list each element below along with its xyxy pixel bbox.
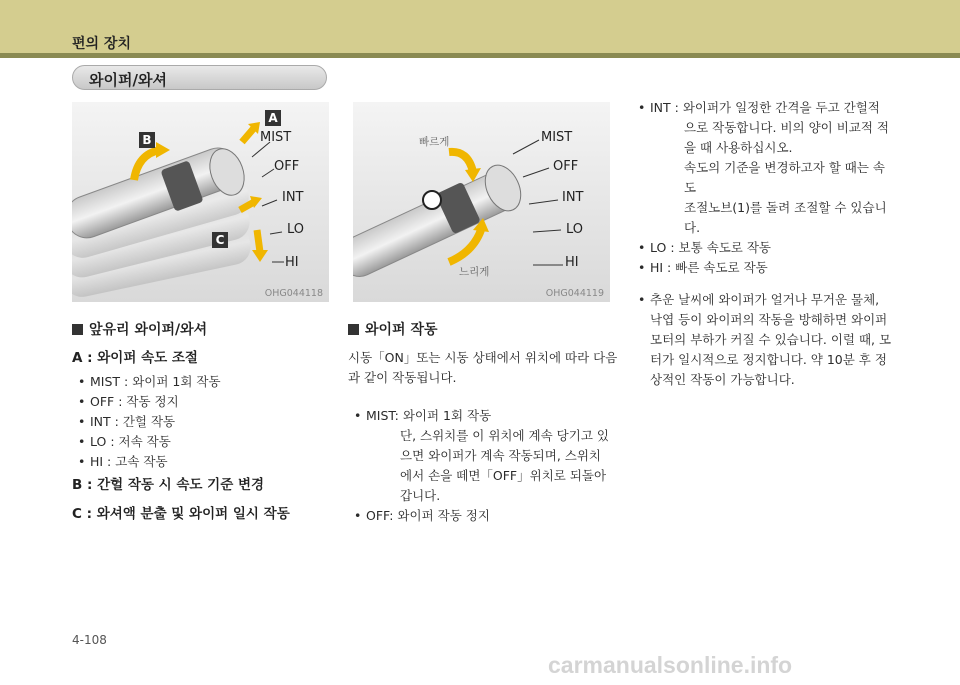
figure-wiper-lever-b (353, 102, 610, 302)
note-line: 터가 일시적으로 정지합니다. 약 10분 후 정 (650, 352, 887, 367)
label-hi: HI (565, 255, 579, 270)
figure-wiper-lever-a (72, 102, 329, 302)
list-item: • INT : 간헐 작동 (72, 412, 337, 432)
header-title: 편의 장치 (72, 36, 131, 52)
label-off: OFF (553, 159, 579, 174)
square-bullet-icon (348, 324, 359, 335)
int-line: 으로 작동합니다. 비의 양이 비교적 적 (684, 120, 889, 135)
mist-line: 갑니다. (400, 488, 441, 503)
mist-line: 으면 와이퍼가 계속 작동되며, 스위치 (400, 448, 601, 463)
label-int: INT (562, 190, 584, 205)
square-bullet-icon (72, 324, 83, 335)
note-line: 모터의 부하가 커질 수 있습니다. 이럴 때, 모 (650, 332, 892, 347)
mist-line: • MIST: 와이퍼 1회 작동 (348, 406, 618, 426)
c-title: C : 와셔액 분출 및 와이퍼 일시 작동 (72, 506, 290, 522)
section-tab (72, 65, 327, 90)
label-lo: LO (566, 222, 584, 237)
label-hi: HI (285, 255, 299, 270)
label-mist: MIST (260, 130, 292, 145)
header-rule (0, 53, 960, 58)
list-item: • OFF : 작동 정지 (72, 392, 337, 412)
label-slow: 느리게 (459, 266, 490, 278)
list-item: • LO : 저속 작동 (72, 432, 337, 452)
mist-line: 단, 스위치를 이 위치에 계속 당기고 있 (400, 428, 609, 443)
int-line: 조절노브(1)를 돌려 조절할 수 있습니다. (684, 200, 887, 235)
label-lo: LO (287, 222, 305, 237)
list-item: • MIST : 와이퍼 1회 작동 (72, 372, 337, 392)
note-line: 낙엽 등이 와이퍼의 작동을 방해하면 와이퍼 (650, 312, 888, 327)
int-line: • INT : 와이퍼가 일정한 간격을 두고 간헐적 (632, 98, 897, 118)
arrow-fast-icon (449, 152, 473, 172)
intro-line: 과 같이 작동됩니다. (348, 370, 457, 385)
intro-line: 시동「ON」또는 시동 상태에서 위치에 따라 다음 (348, 350, 618, 365)
mid-heading: 와이퍼 작동 (365, 322, 438, 338)
a-title: A : 와이퍼 속도 조절 (72, 350, 198, 366)
speed-knob-icon (423, 191, 441, 209)
off-line: • OFF: 와이퍼 작동 정지 (348, 506, 618, 526)
lo-line: • LO : 보통 속도로 작동 (632, 238, 897, 258)
left-heading: 앞유리 와이퍼/와셔 (89, 322, 208, 338)
b-title: B : 간헐 작동 시 속도 기준 변경 (72, 477, 265, 493)
label-mist: MIST (541, 130, 573, 145)
note-line: 상적인 작동이 가능합니다. (650, 372, 795, 387)
badge-c: C (212, 232, 228, 248)
mist-line: 에서 손을 떼면「OFF」위치로 되돌아 (400, 468, 607, 483)
label-fast: 빠르게 (419, 136, 450, 148)
page-number: 4-108 (72, 633, 107, 647)
watermark: carmanualsonline.info (548, 652, 793, 678)
arrow-mist-icon (242, 128, 254, 142)
section-title: 와이퍼/와셔 (89, 71, 167, 89)
figure-code: OHG044119 (545, 288, 604, 299)
middle-column (348, 320, 618, 526)
int-line: 속도의 기준을 변경하고자 할 때는 속도 (684, 160, 885, 195)
right-column (632, 98, 897, 390)
page-header (0, 0, 960, 53)
int-line: 을 때 사용하십시오. (684, 140, 793, 155)
hi-line: • HI : 빠른 속도로 작동 (632, 258, 897, 278)
badge-a: A (265, 110, 281, 126)
note-line: • 추운 날씨에 와이퍼가 얼거나 무거운 물체, (632, 290, 897, 310)
label-off: OFF (274, 159, 300, 174)
list-item: • HI : 고속 작동 (72, 452, 337, 472)
badge-b: B (139, 132, 155, 148)
label-int: INT (282, 190, 304, 205)
figure-code: OHG044118 (264, 288, 323, 299)
left-column (72, 320, 337, 524)
